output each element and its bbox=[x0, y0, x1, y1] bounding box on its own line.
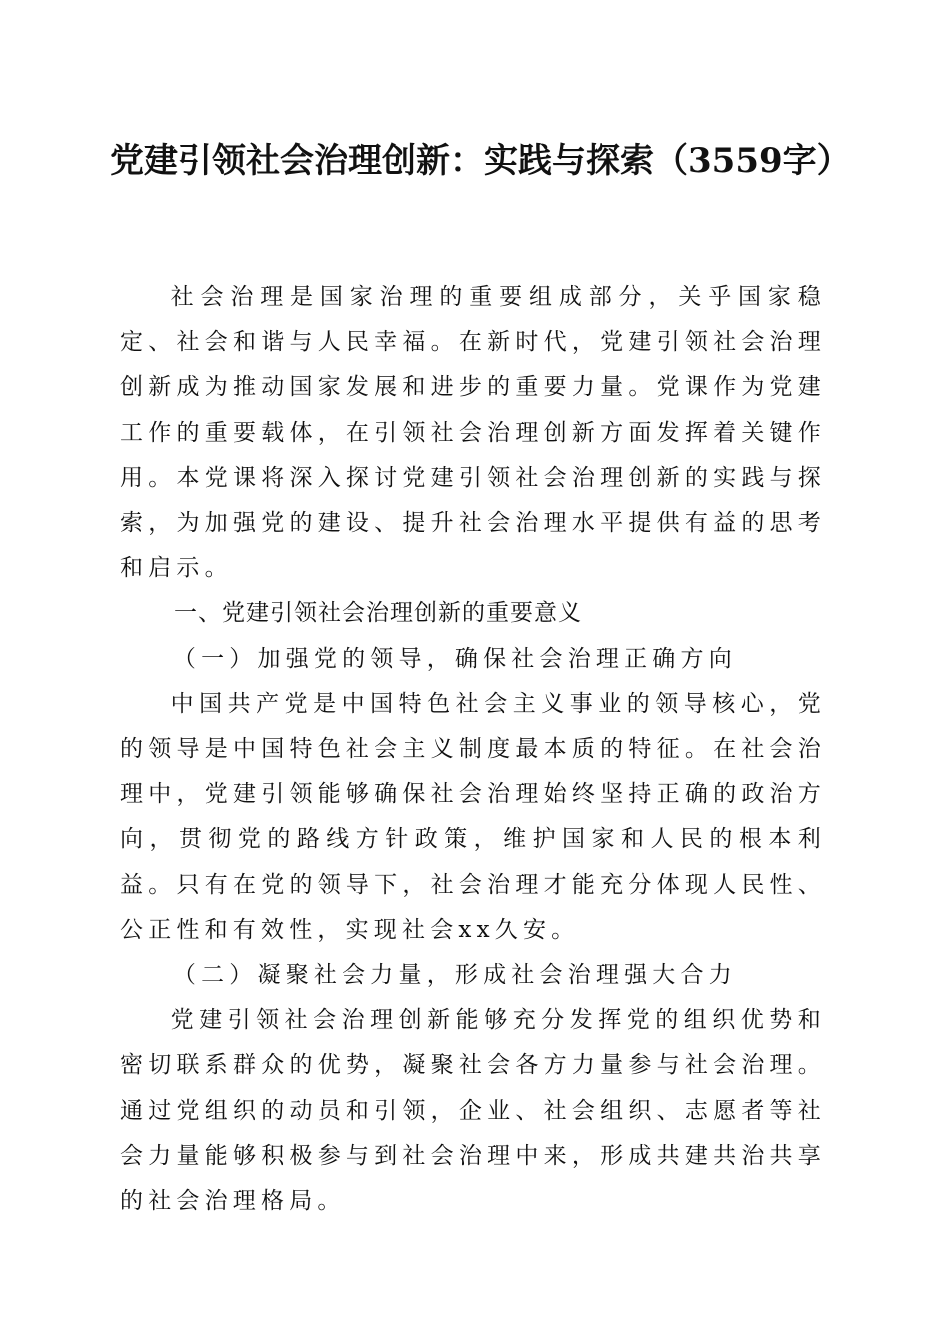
document-body bbox=[120, 275, 826, 1224]
body-paragraph-1: 中国共产党是中国特色社会主义事业的领导核心，党的领导是中国特色社会主义制度最本质的特征。在社会治理中，党建引领能够确保社会治理始终坚持正确的政治方向，贯彻党的路线方针政策，维护国家和人民的根本利益。只有在党的领导下，社会治理才能充分体现人民性、公正性和有效性，实现社会xx久安。 bbox=[120, 690, 826, 943]
intro-paragraph: 社会治理是国家治理的重要组成部分，关乎国家稳定、社会和谐与人民幸福。在新时代，党建引领社会治理创新成为推动国家发展和进步的重要力量。党课作为党建工作的重要载体，在引领社会治理创新方面发挥着关键作用。本党课将深入探讨党建引领社会治理创新的实践与探索，为加强党的建设、提升社会治理水平提供有益的思考和启示。 bbox=[120, 284, 826, 582]
document-title: 党建引领社会治理创新：实践与探索（3559字） bbox=[110, 141, 851, 181]
subsection-heading-2: （二）凝聚社会力量，形成社会治理强大合力 bbox=[172, 962, 737, 989]
body-paragraph-2: 党建引领社会治理创新能够充分发挥党的组织优势和密切联系群众的优势，凝聚社会各方力量参与社会治理。通过党组织的动员和引领，企业、社会组织、志愿者等社会力量能够积极参与到社会治理中来，形成共建共治共享的社会治理格局。 bbox=[120, 1007, 826, 1215]
section-heading-1: 一、党建引领社会治理创新的重要意义 bbox=[174, 600, 583, 627]
subsection-heading-1: （一）加强党的领导，确保社会治理正确方向 bbox=[172, 645, 737, 672]
